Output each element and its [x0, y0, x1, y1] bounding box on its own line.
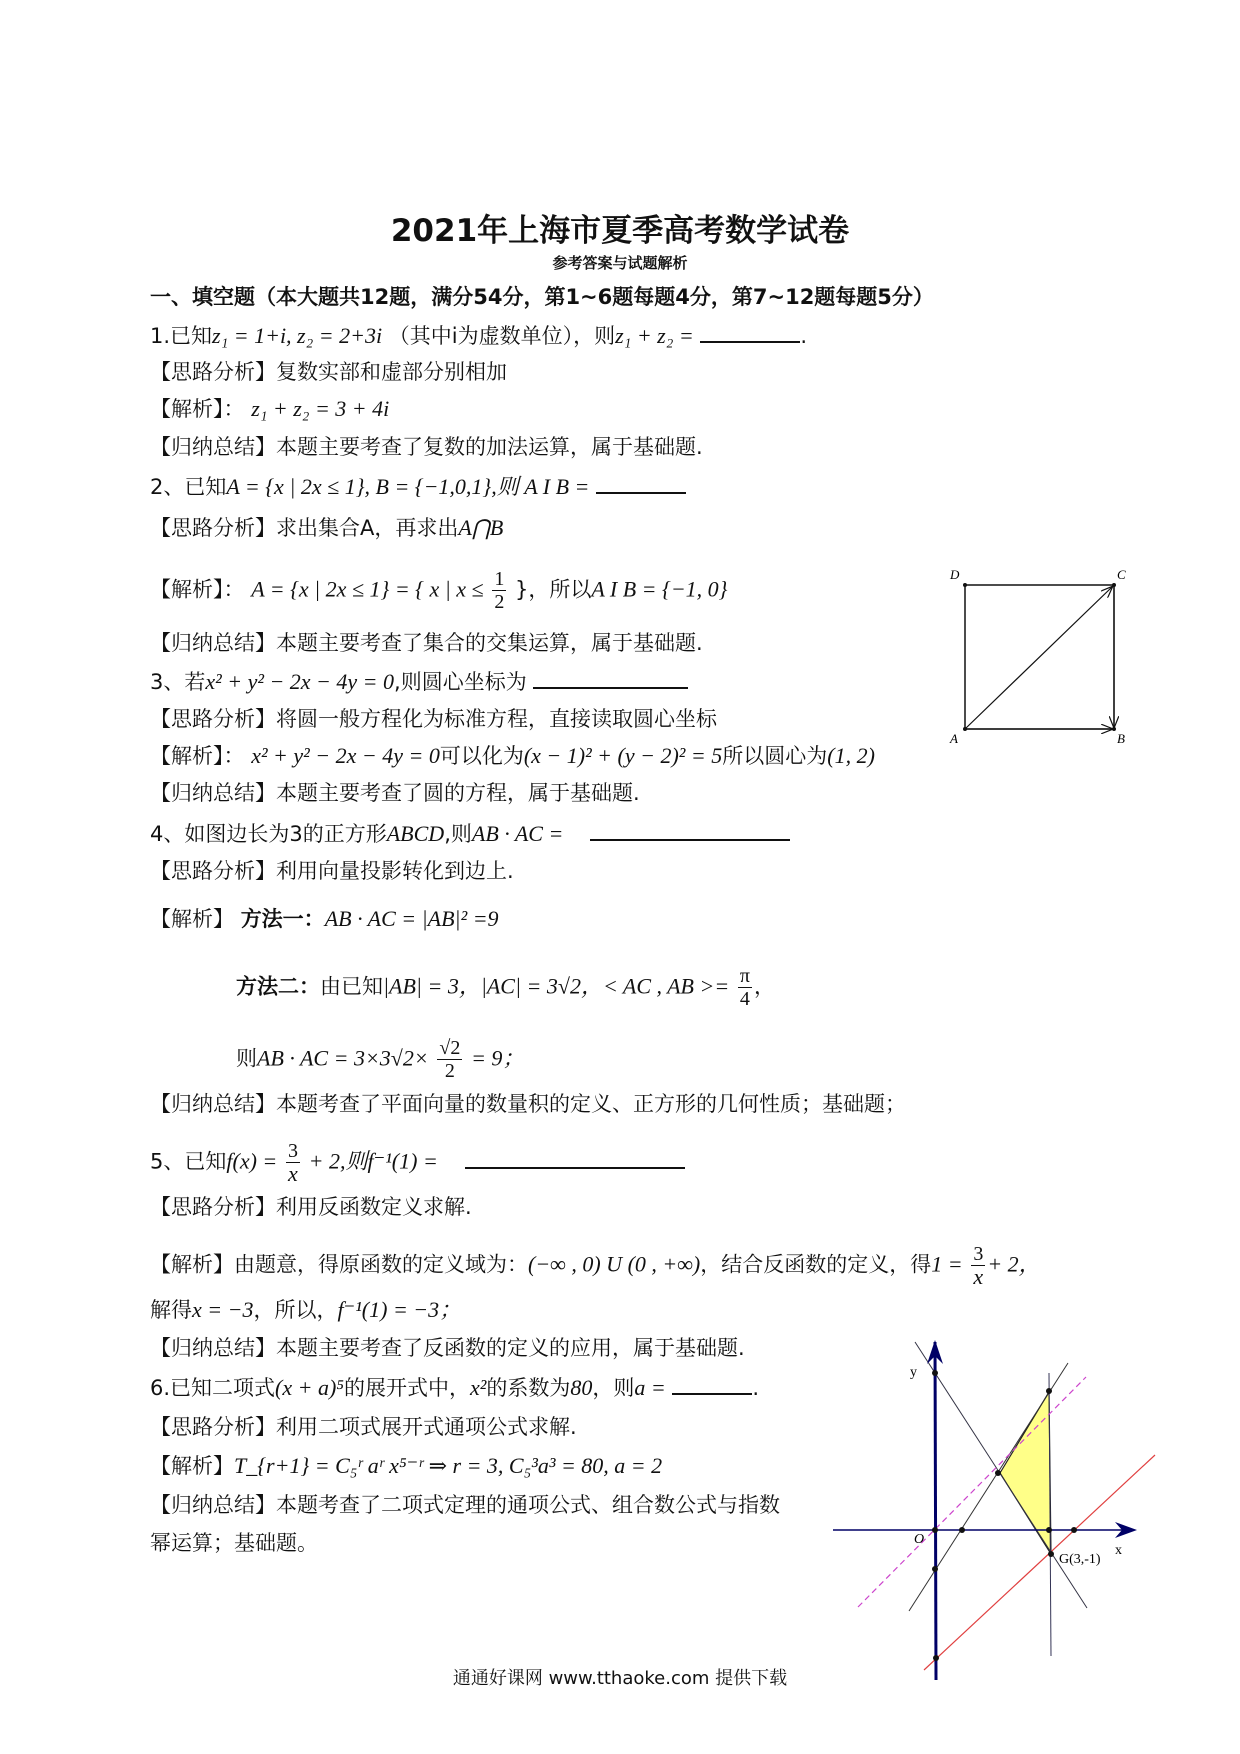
answer-blank	[590, 819, 790, 841]
point-g-label: G(3,-1)	[1059, 1552, 1101, 1567]
q2-solution: 【解析】： A = {x | 2x ≤ 1} = { x | x ≤ $\frac{1}{2}$ }，所以A I B = {−1, 0}	[150, 568, 728, 613]
answer-blank	[672, 1373, 752, 1395]
q2-summary: 【归纳总结】本题主要考查了集合的交集运算，属于基础题.	[150, 631, 703, 655]
section-heading: 一、填空题（本大题共12题，满分54分，第1~6题每题4分，第7~12题每题5分）	[150, 285, 934, 309]
q1-summary: 【归纳总结】本题主要考查了复数的加法运算，属于基础题.	[150, 435, 703, 459]
q2-analysis: 【思路分析】求出集合A，再求出A⋂B	[150, 515, 504, 540]
y-axis-label: y	[910, 1365, 917, 1380]
q5-solution: 【解析】由题意，得原函数的定义域为：(−∞ , 0) U (0 , +∞)，结合反函数的定义，得1 = $\frac{3}{x}$ + 2，	[150, 1243, 1041, 1289]
question-1: 1.已知z₁ = 1+i, z₂ = 2+3i （其中i为虚数单位），则z₁ + z₂ = .	[150, 323, 808, 348]
vertex-label-d: D	[950, 567, 960, 582]
q3-summary: 【归纳总结】本题主要考查了圆的方程，属于基础题.	[150, 781, 640, 805]
answer-blank	[465, 1147, 685, 1169]
question-6: 6.已知二项式(x + a)⁵的展开式中，x²的系数为80，则a = .	[150, 1375, 760, 1400]
q4-analysis: 【思路分析】利用向量投影转化到边上.	[150, 859, 514, 883]
q3-solution: 【解析】： x² + y² − 2x − 4y = 0可以化为(x − 1)² + (y − 2)² = 5所以圆心为(1, 2)	[150, 743, 875, 768]
q1-analysis: 【思路分析】复数实部和虚部分别相加	[150, 360, 507, 384]
q6-summary-2: 幂运算；基础题。	[150, 1531, 318, 1555]
vertex-label-a: A	[950, 731, 958, 746]
q4-method-2-result: 则AB · AC = 3×3√2× $\frac{√2}{2}$ = 9；	[236, 1037, 525, 1082]
q5-solution-2: 解得x = −3，所以，f⁻¹(1) = −3；	[150, 1297, 462, 1322]
q6-analysis: 【思路分析】利用二项式展开式通项公式求解.	[150, 1415, 577, 1439]
page-title: 2021年上海市夏季高考数学试卷	[390, 213, 850, 249]
question-4: 4、如图边长为3的正方形ABCD,则AB · AC =	[150, 819, 790, 848]
vertex-label-c: C	[1117, 567, 1126, 582]
question-5: 5、已知f(x) = $\frac{3}{x}$ + 2,则f⁻¹(1) =	[150, 1140, 685, 1185]
q5-summary: 【归纳总结】本题主要考查了反函数的定义的应用，属于基础题.	[150, 1336, 745, 1360]
q4-method-2: 方法二：由已知|AB| = 3，|AC| = 3√2，< AC , AB >= $\frac{\pi}{4}$ ，	[236, 965, 775, 1010]
q5-analysis: 【思路分析】利用反函数定义求解.	[150, 1195, 472, 1219]
answer-blank	[596, 472, 686, 494]
q1-solution: 【解析】： z₁ + z₂ = 3 + 4i	[150, 396, 390, 421]
origin-label: O	[914, 1532, 925, 1547]
q4-summary: 【归纳总结】本题考查了平面向量的数量积的定义、正方形的几何性质；基础题；	[150, 1092, 906, 1116]
q4-method-1: 【解析】 方法一：AB · AC = |AB|² =9	[150, 906, 499, 931]
question-2: 2、已知A = {x | 2x ≤ 1}, B = {−1,0,1},则 A I B =	[150, 472, 686, 501]
q6-solution: 【解析】T_{r+1} = C₅ʳ aʳ x⁵⁻ʳ ⇒ r = 3, C₅³a³ = 80, a = 2	[150, 1453, 663, 1478]
vertex-label-b: B	[1117, 731, 1125, 746]
x-axis-label: x	[1115, 1543, 1122, 1558]
answer-blank	[533, 667, 688, 689]
linear-programming-graph	[830, 1320, 1240, 1700]
q3-analysis: 【思路分析】将圆一般方程化为标准方程，直接读取圆心坐标	[150, 707, 717, 731]
answer-blank	[700, 321, 800, 343]
question-3: 3、若x² + y² − 2x − 4y = 0,则圆心坐标为	[150, 667, 688, 696]
square-figure	[945, 565, 1135, 755]
footer: 通通好课网 www.tthaoke.com 提供下载	[452, 1668, 788, 1689]
q6-summary-1: 【归纳总结】本题考查了二项式定理的通项公式、组合数公式与指数	[150, 1493, 780, 1517]
page-subtitle: 参考答案与试题解析	[552, 254, 688, 272]
